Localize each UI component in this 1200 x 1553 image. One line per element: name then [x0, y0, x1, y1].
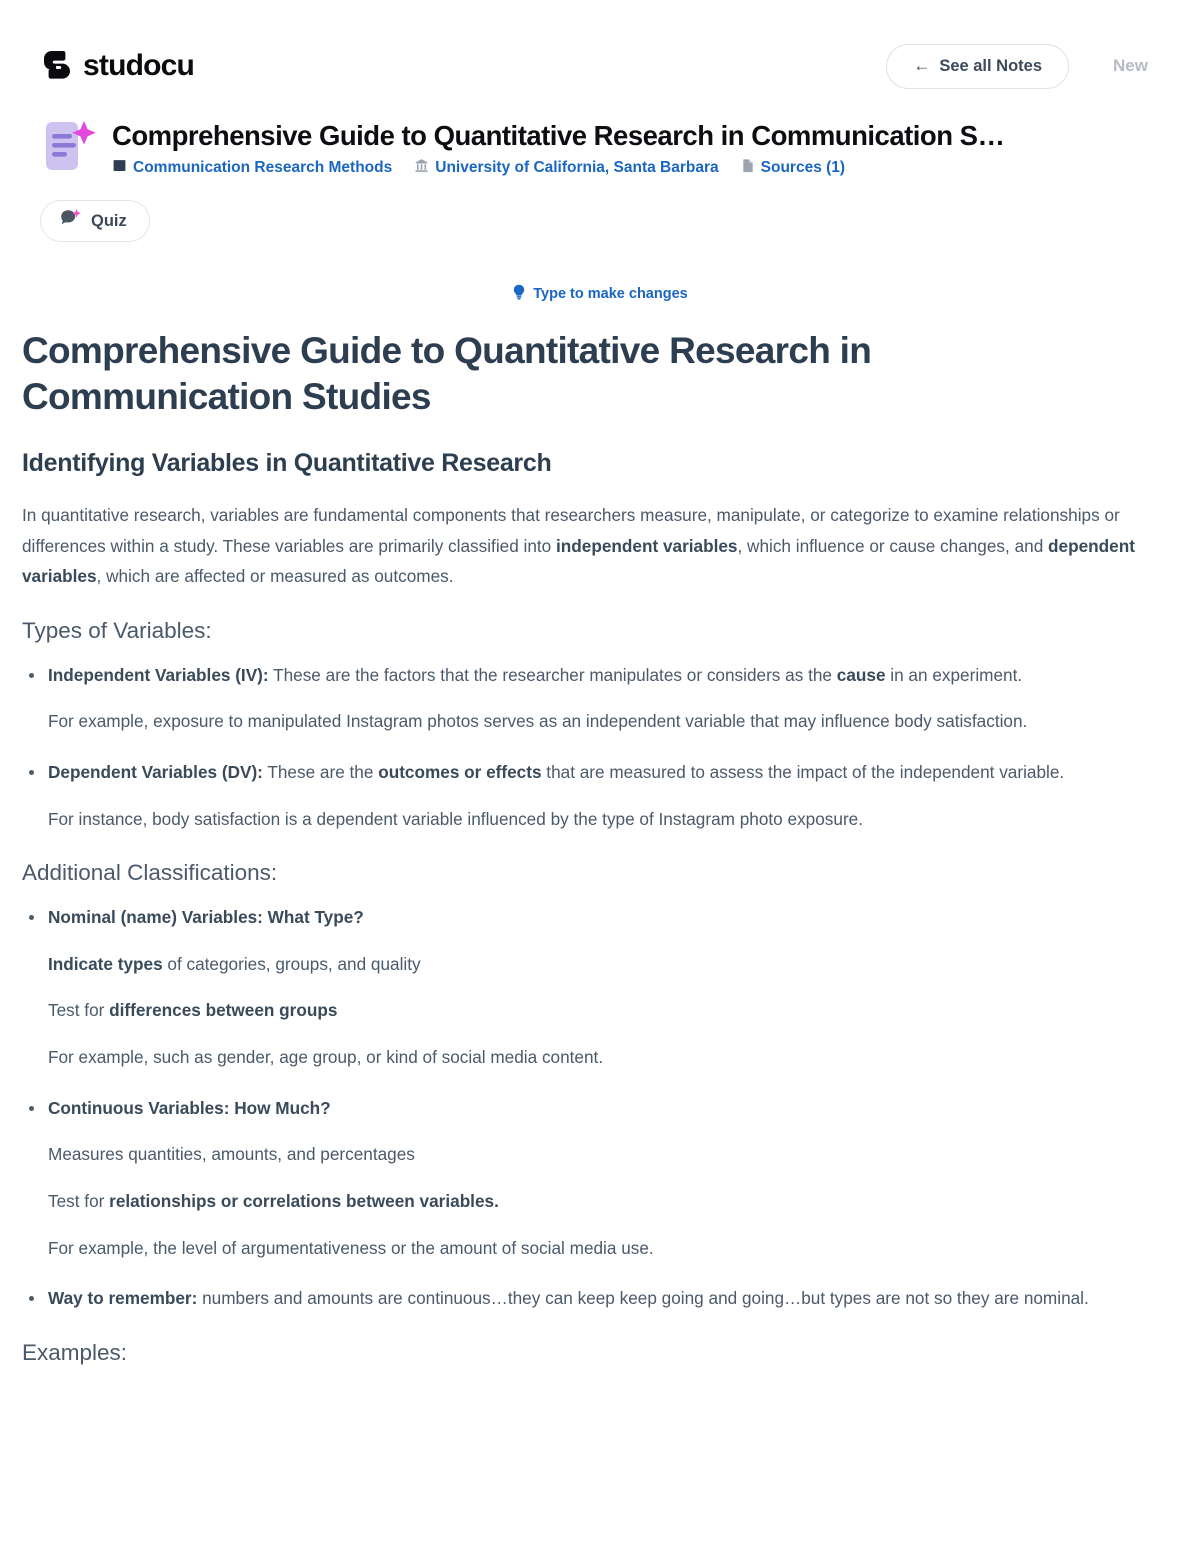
top-bar — [0, 0, 1200, 94]
hint-label: Type to make changes — [533, 286, 688, 302]
meta-university[interactable] — [414, 158, 718, 178]
top-bar-actions — [886, 44, 1160, 89]
meta-university-label: University of California, Santa Barbara — [435, 158, 719, 176]
intro-paragraph: In quantitative research, variables are fundamental components that researchers measure, manipulate, or categorize to examine relationships or differences within a study. These variables are primarily classified into independent variables, which influence or cause changes, and dependent variables, which are affected or measured as outcomes. — [22, 505, 1135, 587]
see-all-notes-label: See all Notes — [939, 56, 1043, 75]
quiz-row — [0, 180, 1200, 242]
iv-main-text: Independent Variables (IV): These are the factors that the researcher manipulates or considers as the cause in an experiment. — [48, 664, 1023, 685]
meta-course-label: Communication Research Methods — [133, 158, 393, 176]
additional-classifications-list — [22, 902, 1174, 1313]
article-title: Comprehensive Guide to Quantitative Research in Communication Studies — [22, 330, 872, 417]
document-icon — [741, 158, 755, 178]
nominal-line-1: Indicate types of categories, groups, and quality — [48, 953, 421, 974]
note-sparkle-icon — [40, 118, 98, 180]
lightbulb-icon — [512, 284, 526, 304]
university-icon — [414, 158, 429, 178]
article-body — [0, 304, 1200, 1366]
book-icon — [112, 158, 127, 178]
quiz-sparkle-icon — [59, 208, 83, 235]
types-of-variables-list — [22, 660, 1174, 834]
nominal-label: Nominal (name) Variables: What Type? — [48, 907, 364, 928]
brand-logo[interactable] — [40, 49, 194, 83]
subheading-additional-classifications: Additional Classifications: — [22, 860, 278, 886]
quiz-label: Quiz — [91, 211, 127, 230]
subheading-types-of-variables: Types of Variables: — [22, 617, 212, 643]
iv-example: For example, exposure to manipulated Instagram photos serves as an independent variable that may influence body satisfaction. — [48, 711, 1028, 732]
continuous-line-2: Test for relationships or correlations between variables. — [48, 1190, 499, 1211]
see-all-notes-button[interactable] — [886, 44, 1069, 89]
new-button[interactable]: New — [1113, 56, 1148, 75]
list-item-independent-variables — [22, 660, 1174, 737]
list-item-way-to-remember — [22, 1283, 1174, 1314]
arrow-left-icon: ← — [913, 56, 931, 75]
dv-main-text: Dependent Variables (DV): These are the outcomes or effects that are measured to assess the impact of the independent variable. — [48, 762, 1065, 783]
document-meta — [112, 158, 1160, 178]
continuous-line-1: Measures quantities, amounts, and percentages — [48, 1144, 415, 1165]
quiz-button[interactable] — [40, 200, 150, 242]
list-item-nominal-variables — [22, 902, 1174, 1072]
continuous-label: Continuous Variables: How Much? — [48, 1097, 331, 1118]
subheading-examples: Examples: — [22, 1339, 128, 1365]
type-to-make-changes-hint — [0, 284, 1200, 304]
meta-sources[interactable] — [741, 158, 845, 178]
brand-name: studocu — [83, 49, 195, 82]
studocu-logo-icon — [40, 49, 74, 83]
page-title: Comprehensive Guide to Quantitative Research in Communication S… — [112, 120, 1005, 151]
meta-course[interactable] — [112, 158, 392, 178]
remember-text: Way to remember: numbers and amounts are continuous…they can keep keep going and going…but types are not so they are nominal. — [48, 1288, 1089, 1309]
continuous-line-3: For example, the level of argumentativeness or the amount of social media use. — [48, 1237, 654, 1258]
list-item-dependent-variables — [22, 757, 1174, 834]
dv-example: For instance, body satisfaction is a dependent variable influenced by the type of Instagram photo exposure. — [48, 808, 863, 829]
document-header — [0, 94, 1200, 180]
nominal-line-3: For example, such as gender, age group, or kind of social media content. — [48, 1047, 604, 1068]
list-item-continuous-variables — [22, 1093, 1174, 1263]
section-heading-identifying-variables: Identifying Variables in Quantitative Research — [22, 449, 552, 477]
meta-sources-label: Sources (1) — [760, 158, 846, 176]
nominal-line-2: Test for differences between groups — [48, 1000, 338, 1021]
